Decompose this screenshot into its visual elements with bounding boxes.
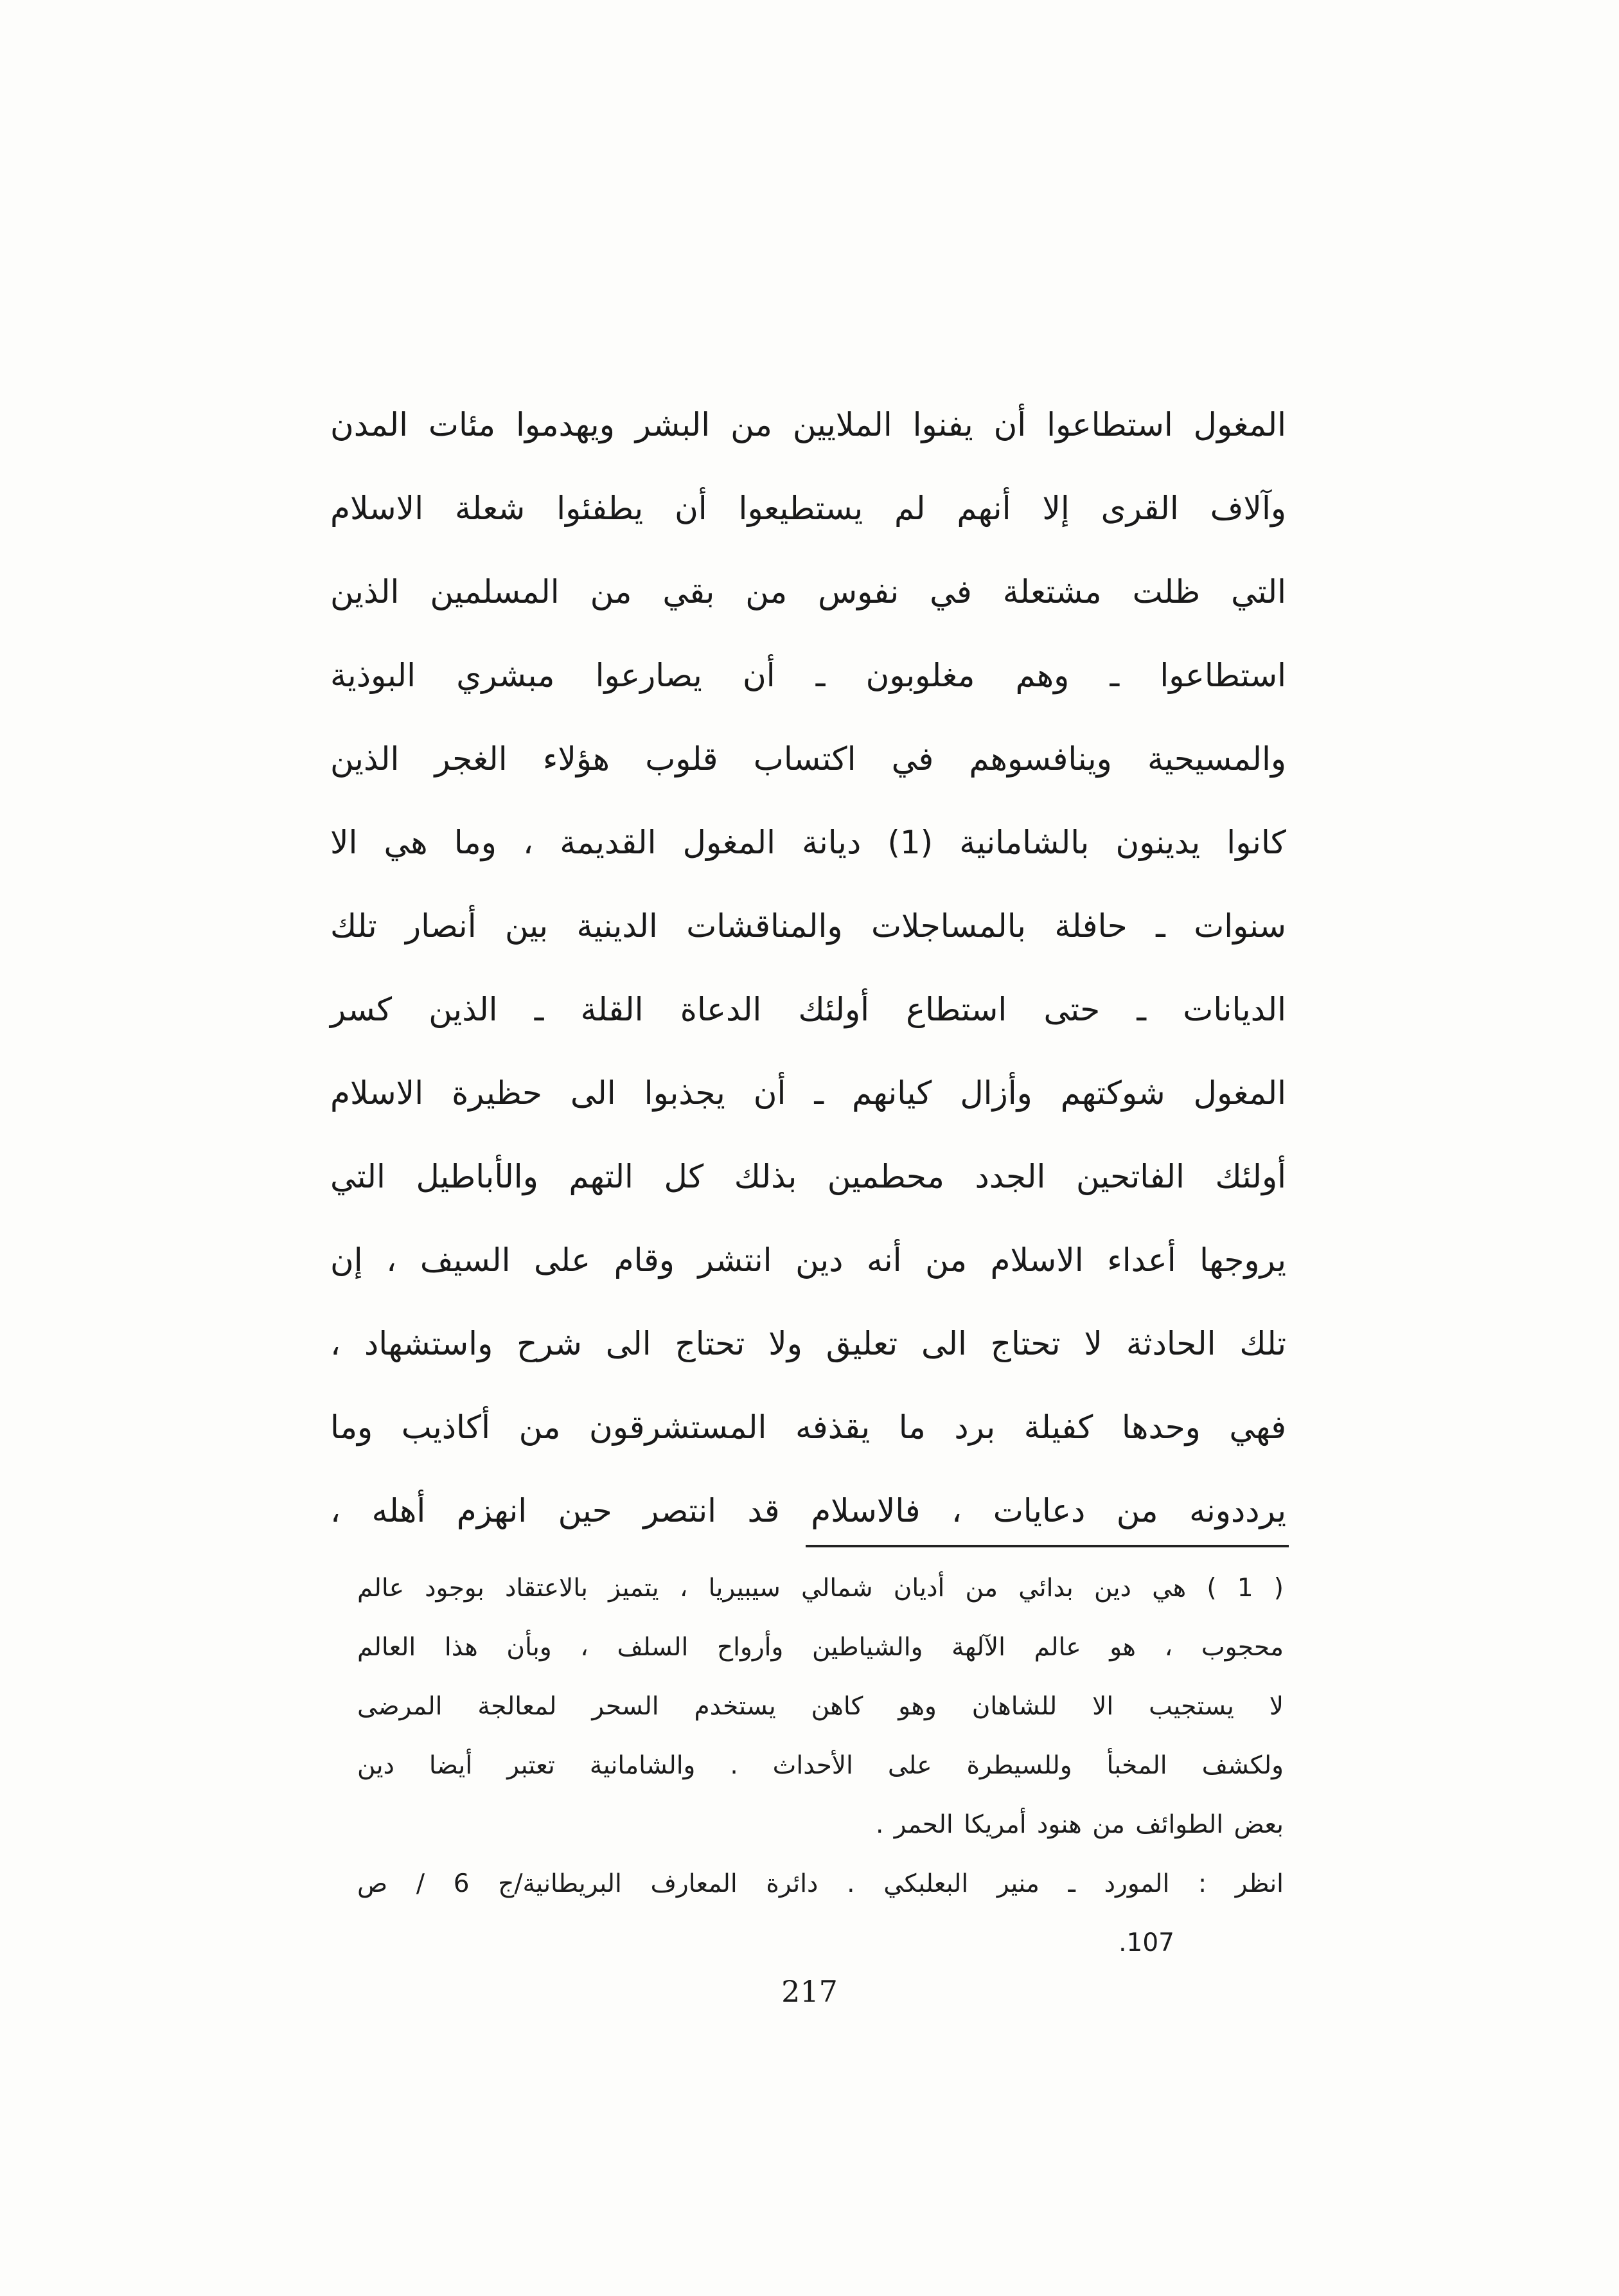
- body-line: فهي وحدها كفيلة برد ما يقذفه المستشرقون من أكاذيب وما: [330, 1409, 1286, 1446]
- body-line-with-footnote-marker: كانوا يدينون بالشامانية (1) ديانة المغول القديمة ، وما هي الا: [330, 824, 1286, 861]
- body-line: المغول استطاعوا أن يفنوا الملايين من البشر ويهدموا مئات المدن: [330, 406, 1286, 443]
- body-text: [330, 383, 1286, 1553]
- body-line: المغول شوكتهم وأزال كيانهم ـ أن يجذبوا الى حظيرة الاسلام: [330, 1074, 1286, 1112]
- footnote-line: ( 1 ) هي دين بدائي من أديان شمالي سيبيريا ، يتميز بالاعتقاد بوجود عالم: [357, 1574, 1284, 1603]
- footnote-line: محجوب ، هو عالم الآلهة والشياطين وأرواح السلف ، وبأن هذا العالم: [357, 1633, 1284, 1662]
- page-number: 217: [781, 1974, 838, 2009]
- body-line: التي ظلت مشتعلة في نفوس من بقي من المسلمين الذين: [330, 573, 1286, 610]
- body-line: أولئك الفاتحين الجدد محطمين بذلك كل التهم والأباطيل التي: [330, 1158, 1286, 1195]
- body-line: سنوات ـ حافلة بالمساجلات والمناقشات الدينية بين أنصار تلك: [330, 907, 1286, 945]
- body-line: استطاعوا ـ وهم مغلوبون ـ أن يصارعوا مبشري البوذية: [330, 657, 1286, 694]
- body-line: تلك الحادثة لا تحتاج الى تعليق ولا تحتاج الى شرح واستشهاد ،: [330, 1325, 1286, 1362]
- footnote-reference-line: انظر : المورد ـ منير البعلبكي . دائرة المعارف البريطانية/ج 6 / ص: [357, 1869, 1284, 1898]
- footnote-separator: [806, 1545, 1289, 1547]
- footnote-line: ولكشف المخبأ وللسيطرة على الأحداث . والشامانية تعتبر أيضا دين: [357, 1751, 1284, 1780]
- footnote-line: لا يستجيب الا للشاهان وهو كاهن يستخدم السحر لمعالجة المرضى: [357, 1692, 1284, 1721]
- body-line: يرددونه من دعايات ، فالاسلام قد انتصر حين انهزم أهله ،: [330, 1492, 1286, 1529]
- body-line: والمسيحية وينافسوهم في اكتساب قلوب هؤلاء الغجر الذين: [330, 740, 1286, 778]
- body-line: وآلاف القرى إلا أنهم لم يستطيعوا أن يطفئوا شعلة الاسلام: [330, 490, 1286, 527]
- footnote-reference-page: 107.: [1119, 1928, 1174, 1957]
- body-line: الديانات ـ حتى استطاع أولئك الدعاة القلة ـ الذين كسر: [330, 991, 1286, 1028]
- footnote-line: بعض الطوائف من هنود أمريكا الحمر .: [875, 1810, 1284, 1839]
- body-line: يروجها أعداء الاسلام من أنه دين انتشر وقام على السيف ، إن: [330, 1241, 1286, 1279]
- footnote: [357, 1559, 1284, 1973]
